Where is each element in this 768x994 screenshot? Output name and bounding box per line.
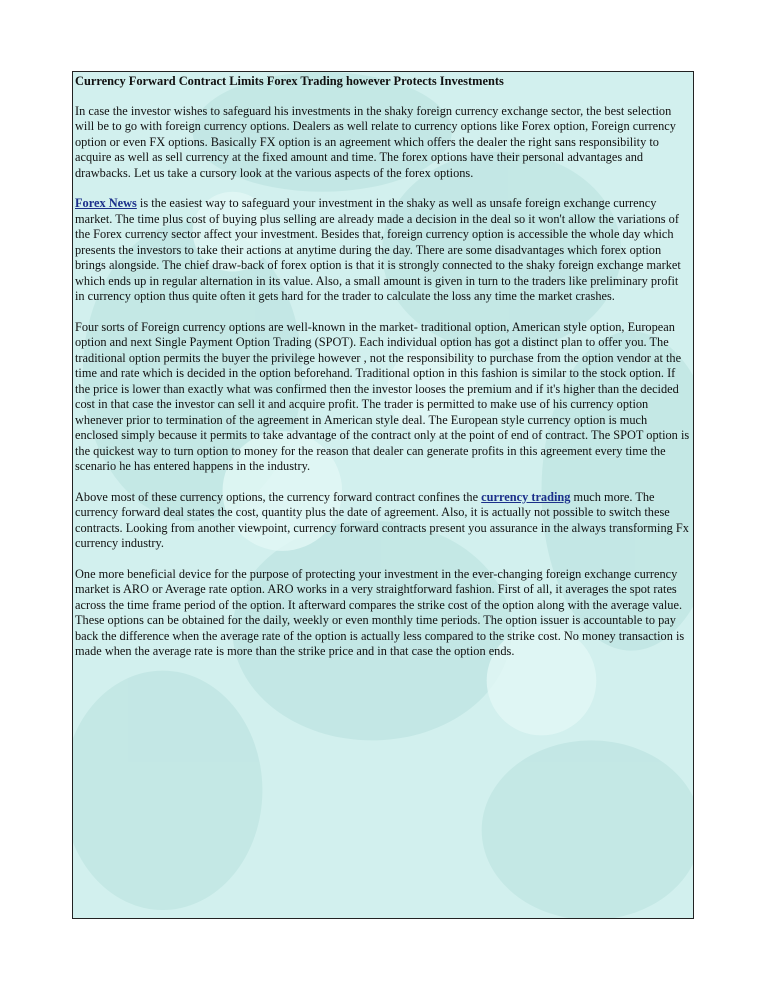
- document-content: [73, 72, 693, 660]
- paragraph-4-text-before: Above most of these currency options, the currency forward contract confines the: [75, 489, 482, 504]
- currency-trading-link[interactable]: currency trading: [481, 489, 571, 504]
- article-title: Currency Forward Contract Limits Forex Trading however Protects Investments: [75, 74, 504, 88]
- forex-news-link[interactable]: Forex News: [75, 196, 137, 210]
- paragraph-4-text-after: much more. The currency forward deal states the cost, quantity plus the date of agreement. Also, it is actually not possible to switch these contracts. Looking from another viewpoint, currency forward contracts present you assurance in the always transforming Fx currency industry.: [75, 489, 689, 550]
- paragraph-3: Four sorts of Foreign currency options are well-known in the market- traditional option, American style option, European option and next Single Payment Option Trading (SPOT). Each individual option has got a distinct plan to offer you. The traditional option permits the buyer the privilege however , not the responsibility to purchase from the option vendor at the time and rate which is decided in the option beforehand. Traditional option in this fashion is similar to the stock option. If the price is lower than exactly what was confirmed then the investor looses the premium and if it's higher than the decided cost in that case the investor can sell it and acquire profit. The trader is permitted to make use of his currency option whenever prior to termination of the agreement in American style deal. The European style currency option is much enclosed simply because it permits to take advantage of the contract only at the point of end of contract. The SPOT option is the quickest way to turn option to money for the reason that dealer can generate profits in this agreement every time the scenario he has entered happens in the industry.: [75, 319, 690, 473]
- document-frame: [72, 71, 694, 919]
- paragraph-4: [75, 490, 691, 552]
- paragraph-2-text: is the easiest way to safeguard your investment in the shaky as well as unsafe foreign exchange currency market. The time plus cost of buying plus selling are already made a decision in the deal so it won't allow the variations of the Forex currency sector affect your investment. Besides that, foreign currency option is accessible the whole day which presents the investors to take their actions at anytime during the day. There are some disadvantages which forex option brings alongside. The chief draw-back of forex option is that it is strongly connected to the shaky foreign exchange market which ends up in regular alternation in its value. Also, a small amount is given in turn to the traders like preliminary profit in currency option thus quite often it gets hard for the trader to calculate the loss any time the market crashes.: [75, 196, 681, 303]
- paragraph-5: One more beneficial device for the purpose of protecting your investment in the ever-changing foreign exchange currency market is ARO or Average rate option. ARO works in a very straightforward fashion. First of all, it averages the spot rates across the time frame period of the option. It afterward compares the strike cost of the option along with the average value. These options can be obtained for the daily, weekly or even monthly time periods. The option issuer is accountable to pay back the difference when the average rate of the option is actually less compared to the strike cost. No money transaction is made when the average rate is more than the strike price and in that case the option ends.: [75, 566, 685, 658]
- paragraph-2: [75, 196, 691, 305]
- paragraph-1: In case the investor wishes to safeguard his investments in the shaky foreign currency exchange sector, the best selection will be to go with foreign currency options. Dealers as well relate to currency options like Forex option, Foreign currency option or even FX options. Basically FX option is an agreement which offers the dealer the right sans responsibility to acquire as well as sell currency at the fixed amount and time. The forex options have their personal advantages and drawbacks. Let us take a cursory look at the various aspects of the forex options.: [75, 103, 676, 180]
